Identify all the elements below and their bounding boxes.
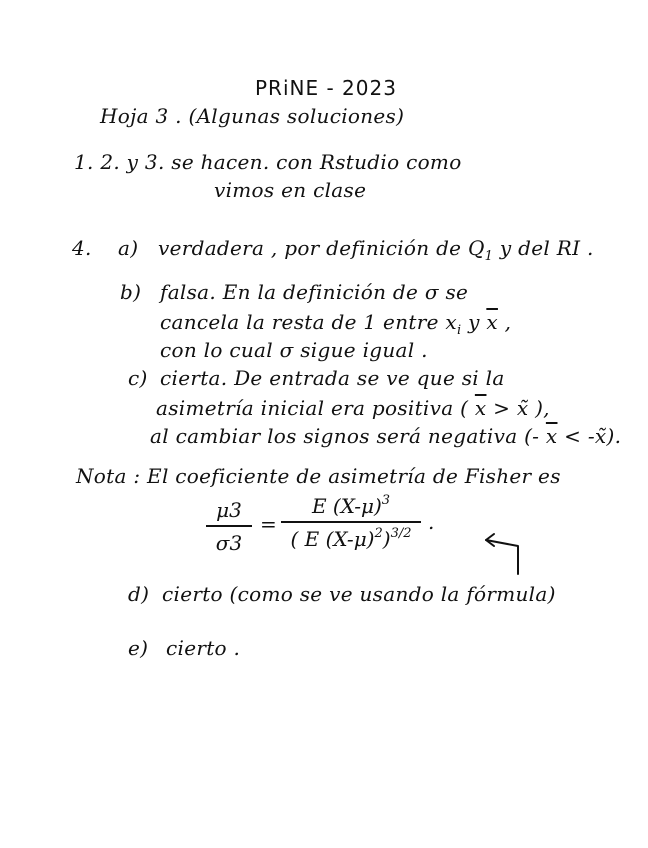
fisher-formula-den-close: ) — [382, 527, 391, 551]
item-4a-text — [158, 236, 594, 269]
item-4a-label: a) — [118, 236, 139, 260]
note-text: Nota : El coeficiente de asimetría de Fisher es — [76, 464, 561, 488]
fisher-ratio-denominator: σ3 — [215, 531, 243, 555]
item-4b-line2-xbar: $\overline{x}$ — [486, 310, 498, 334]
equals-sign: = — [260, 512, 277, 536]
item-4c-line3-pre: al cambiar los signos será negativa (- — [150, 424, 546, 448]
item-4a-sub: 1 — [484, 249, 494, 264]
item-d-label: d) — [128, 582, 150, 606]
item-4c-line1: cierta. De entrada se ve que si la — [160, 366, 505, 390]
item-4a-text-main: verdadera , por definición de Q — [158, 236, 485, 260]
formula-dot: . — [428, 510, 435, 534]
item-4b-line2-mid: y — [461, 310, 487, 334]
item-4c-label: c) — [128, 366, 148, 390]
item-4c-line2 — [156, 396, 550, 420]
item-4b-line2-pre: cancela la resta de 1 entre x — [160, 310, 457, 334]
item-e-label: e) — [128, 636, 149, 660]
fisher-ratio-bar — [206, 525, 252, 527]
fisher-ratio-numerator: μ3 — [216, 498, 242, 522]
fisher-formula-den-exp: 2 — [374, 526, 383, 541]
page-title: PRiNE - 2023 — [255, 76, 397, 100]
fisher-formula-den-text: ( E (X-μ) — [290, 527, 375, 551]
item-4b-label: b) — [120, 280, 142, 304]
item-4b-line1: falsa. En la definición de σ se — [160, 280, 469, 304]
item-4c-line3-xbar: $\overline{x}$ — [545, 424, 558, 448]
fisher-formula-numerator — [312, 494, 390, 518]
item-4-number: 4. — [72, 236, 92, 260]
item-4c-line3-end: < -x̃). — [557, 424, 622, 448]
item-4b-line3: con lo cual σ sigue igual . — [160, 338, 428, 362]
item-123-line1: 1. 2. y 3. se hacen. con Rstudio como — [74, 150, 462, 174]
item-4c-line2-end: > x̃ ), — [486, 396, 550, 420]
item-4b-line2-sub: i — [456, 323, 462, 338]
item-4c-line2-pre: asimetría inicial era positiva ( — [156, 396, 475, 420]
fisher-formula-num-exp: 3 — [381, 493, 391, 508]
item-4b-line2-end: , — [497, 310, 512, 334]
item-4c-line3 — [150, 424, 621, 448]
fisher-formula-den-pow: 3/2 — [390, 526, 412, 541]
fisher-formula — [276, 494, 426, 551]
item-123-line2: vimos en clase — [214, 178, 367, 202]
fisher-formula-denominator — [290, 527, 411, 551]
item-4c-line2-xbar: $\overline{x}$ — [474, 396, 487, 420]
fisher-ratio — [204, 498, 254, 555]
item-d-text: cierto (como se ve usando la fórmula) — [162, 582, 556, 606]
fisher-formula-bar — [281, 521, 421, 523]
page-subtitle: Hoja 3 . (Algunas soluciones) — [100, 104, 405, 128]
fisher-formula-num-text: E (X-μ) — [311, 494, 382, 518]
hand-arrow-icon — [478, 530, 538, 580]
item-e-text: cierto . — [166, 636, 241, 660]
item-4a-text-end: y del RI . — [493, 236, 594, 260]
